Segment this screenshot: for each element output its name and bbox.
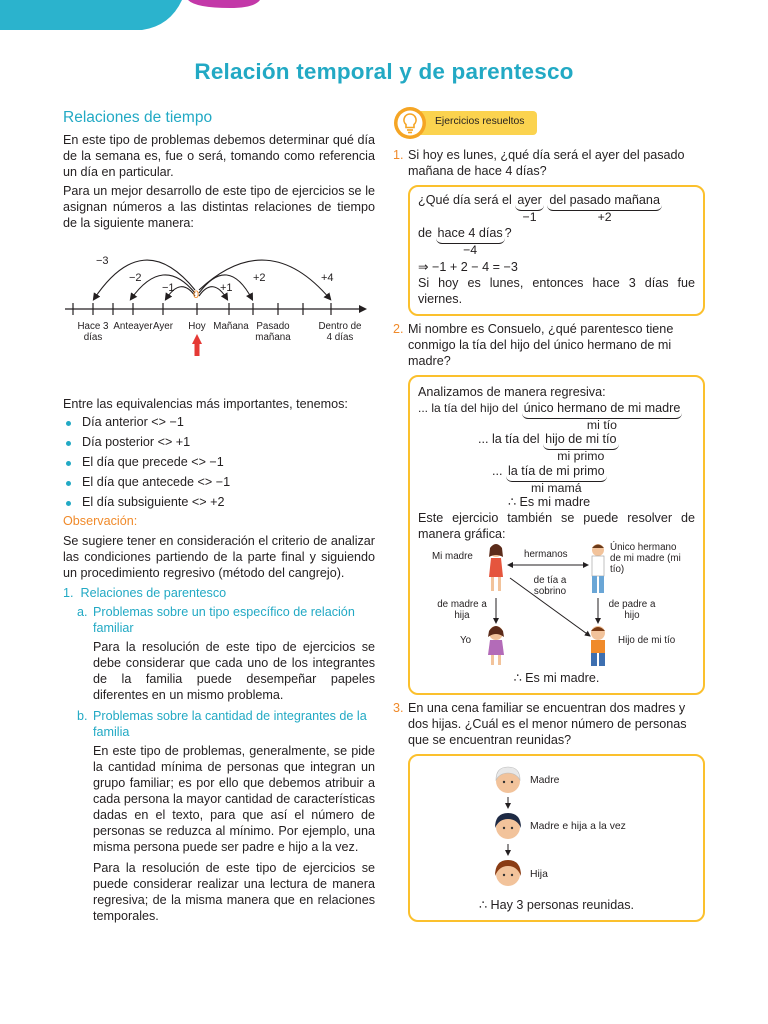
answer-box-1 bbox=[408, 185, 705, 316]
list-item: El día subsiguiente <> +2 bbox=[63, 495, 375, 511]
subsection-title: Problemas sobre la cantidad de integrantes de la familia bbox=[93, 709, 367, 740]
brace-hijo-de-mi-tio bbox=[543, 432, 618, 464]
label-unico-hermano: Único hermano de mi madre (mi tío) bbox=[610, 542, 681, 576]
brace-ayer bbox=[515, 193, 544, 225]
person-label-hija: Hija bbox=[530, 869, 548, 881]
question-text: Mi nombre es Consuelo, ¿qué parentesco tiene conmigo la tía del hijo del único hermano de mi madre? bbox=[408, 321, 674, 368]
q1-line-2 bbox=[418, 226, 695, 258]
subsection-b-text-1: En este tipo de problemas, generalmente, se pide la cantidad mínima de personas que integran un grupo familiar; es por ello que debemos atribuir a cada persona la mayor cantidad de características dadas en el texto, para que así el número de personas se reduzca al mínimo. Por ejemplo, una misma persona puede ser padre e hijo a la vez. bbox=[93, 744, 375, 855]
brace-value: mi primo bbox=[557, 449, 605, 464]
question-number: 2. bbox=[393, 321, 404, 336]
q1-prefix-de: de bbox=[418, 226, 433, 241]
page-title: Relación temporal y de parentesco bbox=[194, 59, 574, 84]
intro-paragraph: En este tipo de problemas debemos determinar qué día de la semana es, fue o será, tomando como referencia un día en particular. bbox=[63, 132, 375, 179]
number-line-diagram bbox=[63, 252, 375, 372]
list-item: El día que antecede <> −1 bbox=[63, 475, 375, 491]
question-mark: ? bbox=[504, 226, 512, 241]
solved-exercises-badge bbox=[393, 104, 705, 142]
subsection-letter: a. bbox=[77, 605, 88, 620]
question-number: 3. bbox=[393, 701, 404, 716]
subsection-b-text-2: Para la resolución de este tipo de ejercicios se puede considerar realizar una lectura de manera regresiva; de la misma manera que en relaciones temporales. bbox=[93, 861, 375, 924]
arc-label-plus-2: +2 bbox=[253, 271, 266, 284]
q2-prefix: ... la tía del hijo del bbox=[418, 400, 519, 415]
question-1 bbox=[393, 148, 705, 180]
badge-label: Ejercicios resueltos bbox=[421, 111, 537, 135]
tick-label-anteayer: Anteayer bbox=[113, 320, 153, 332]
girl-figure bbox=[488, 626, 504, 665]
tick-label-pasado-manana: Pasado mañana bbox=[255, 320, 291, 344]
tick-label-dentro-4-dias: Dentro de 4 días bbox=[318, 320, 362, 344]
arc-label-minus-1: −1 bbox=[162, 281, 175, 294]
list-item: Día posterior <> +1 bbox=[63, 435, 375, 451]
q1-prefix: ¿Qué día será el bbox=[418, 192, 512, 207]
tick-label-manana: Mañana bbox=[213, 320, 249, 332]
label-de-madre-a-hija: de madre a hija bbox=[437, 599, 487, 622]
grandmother-face bbox=[496, 767, 520, 793]
mother-figure bbox=[489, 544, 503, 591]
label-hijo-de-mi-tio: Hijo de mi tío bbox=[618, 635, 676, 647]
q2-step-result: ∴ Es mi madre bbox=[508, 495, 591, 510]
tick-label-hace-3-dias: Hace 3 días bbox=[77, 320, 109, 344]
header-banner bbox=[0, 0, 260, 30]
mother-face bbox=[495, 813, 521, 839]
question-number: 1. bbox=[393, 148, 404, 162]
person-label-madre: Madre bbox=[530, 775, 560, 787]
zero-label: 0 bbox=[193, 288, 200, 301]
q2-step-2 bbox=[418, 432, 695, 464]
boy-figure bbox=[591, 626, 605, 666]
section-number: 1. bbox=[63, 586, 74, 601]
subsection-letter: b. bbox=[77, 709, 88, 724]
arc-label-plus-4: +4 bbox=[321, 271, 334, 284]
q1-answer: Si hoy es lunes, entonces hace 3 días fue viernes. bbox=[418, 275, 695, 306]
brace-text: hijo de mi tío bbox=[543, 432, 618, 450]
brace-unico-hermano bbox=[522, 401, 683, 433]
arc-label-minus-3: −3 bbox=[96, 254, 109, 267]
label-de-tia-a-sobrino: de tía a sobrino bbox=[533, 575, 567, 598]
q2-prefix: ... la tía del bbox=[478, 432, 540, 447]
section-title: Relaciones de parentesco bbox=[80, 586, 227, 601]
daughter-face bbox=[495, 860, 521, 886]
observation-text: Se sugiere tener en consideración el criterio de analizar las condiciones partiendo de la parte final y siguiendo un procedimiento regresivo (método del cangrejo). bbox=[63, 534, 375, 581]
list-item: El día que precede <> −1 bbox=[63, 455, 375, 471]
observation-label: Observación: bbox=[63, 514, 138, 529]
people-chain-diagram bbox=[418, 764, 695, 898]
brace-text: ayer bbox=[515, 193, 544, 211]
q1-line-1 bbox=[418, 193, 695, 225]
brace-value: −1 bbox=[522, 209, 537, 224]
section-heading-time: Relaciones de tiempo bbox=[63, 109, 213, 126]
brace-tia-de-mi-primo bbox=[506, 464, 607, 496]
right-column bbox=[393, 104, 705, 928]
label-de-padre-a-hijo: de padre a hijo bbox=[608, 599, 656, 622]
tick-label-hoy: Hoy bbox=[188, 320, 206, 332]
q2-graphic-intro: Este ejercicio también se puede resolver de manera gráfica: bbox=[418, 511, 695, 542]
q2-conclusion: ∴ Es mi madre. bbox=[513, 671, 600, 686]
tick-label-ayer: Ayer bbox=[153, 320, 173, 332]
subsection-a-heading bbox=[63, 605, 375, 637]
brace-text: hace 4 días bbox=[436, 226, 505, 244]
q2-prefix: ... bbox=[492, 463, 503, 478]
answer-box-2 bbox=[408, 375, 705, 695]
label-yo: Yo bbox=[460, 635, 472, 647]
today-marker bbox=[192, 334, 202, 356]
brace-value: +2 bbox=[597, 209, 612, 224]
left-column bbox=[63, 108, 375, 930]
question-text: En una cena familiar se encuentran dos madres y dos hijas. ¿Cuál es el menor número de personas que se encuentran reunidas? bbox=[408, 701, 687, 748]
q2-intro: Analizamos de manera regresiva: bbox=[418, 384, 606, 399]
question-2 bbox=[393, 322, 705, 370]
equivalences-list bbox=[63, 415, 375, 511]
label-mi-madre: Mi madre bbox=[432, 551, 473, 563]
lightbulb-icon bbox=[393, 106, 427, 140]
arc-label-minus-2: −2 bbox=[129, 271, 142, 284]
question-text: Si hoy es lunes, ¿qué día será el ayer del pasado mañana de hace 4 días? bbox=[408, 148, 685, 178]
assign-paragraph: Para un mejor desarrollo de este tipo de ejercicios se le asignan números a las distintas relaciones de tiempo de la siguiente manera: bbox=[63, 183, 375, 230]
subsection-title: Problemas sobre un tipo específico de relación familiar bbox=[93, 605, 355, 636]
label-hermanos: hermanos bbox=[524, 549, 568, 561]
q3-conclusion: ∴ Hay 3 personas reunidas. bbox=[478, 898, 635, 913]
equivalences-intro: Entre las equivalencias más importantes, tenemos: bbox=[63, 396, 348, 411]
brace-hace-4-dias bbox=[436, 226, 505, 258]
brace-text: único hermano de mi madre bbox=[522, 401, 683, 419]
q2-step-1 bbox=[418, 401, 695, 433]
subsection-a-text: Para la resolución de este tipo de ejercicios se debe considerar que cada uno de los integrantes de la familia puede desempeñar papeles diferentes en un mismo problema. bbox=[93, 640, 375, 703]
brace-value: mi mamá bbox=[531, 480, 582, 495]
brace-text: la tía de mi primo bbox=[506, 464, 607, 482]
arc-label-plus-1: +1 bbox=[220, 281, 233, 294]
brace-pasado-manana bbox=[547, 193, 662, 225]
family-tree-diagram bbox=[418, 543, 695, 669]
brace-value: −4 bbox=[463, 243, 478, 258]
q2-step-3 bbox=[418, 464, 695, 496]
q1-calculation: ⇒ −1 + 2 − 4 = −3 bbox=[418, 259, 518, 274]
section-relaciones-parentesco bbox=[63, 586, 375, 602]
brace-text: del pasado mañana bbox=[547, 193, 662, 211]
subsection-b-heading bbox=[63, 709, 375, 741]
person-label-madre-e-hija: Madre e hija a la vez bbox=[530, 821, 626, 833]
answer-box-3 bbox=[408, 754, 705, 922]
list-item: Día anterior <> −1 bbox=[63, 415, 375, 431]
uncle-figure bbox=[592, 544, 604, 593]
question-3 bbox=[393, 701, 705, 749]
brace-value: mi tío bbox=[586, 417, 617, 432]
